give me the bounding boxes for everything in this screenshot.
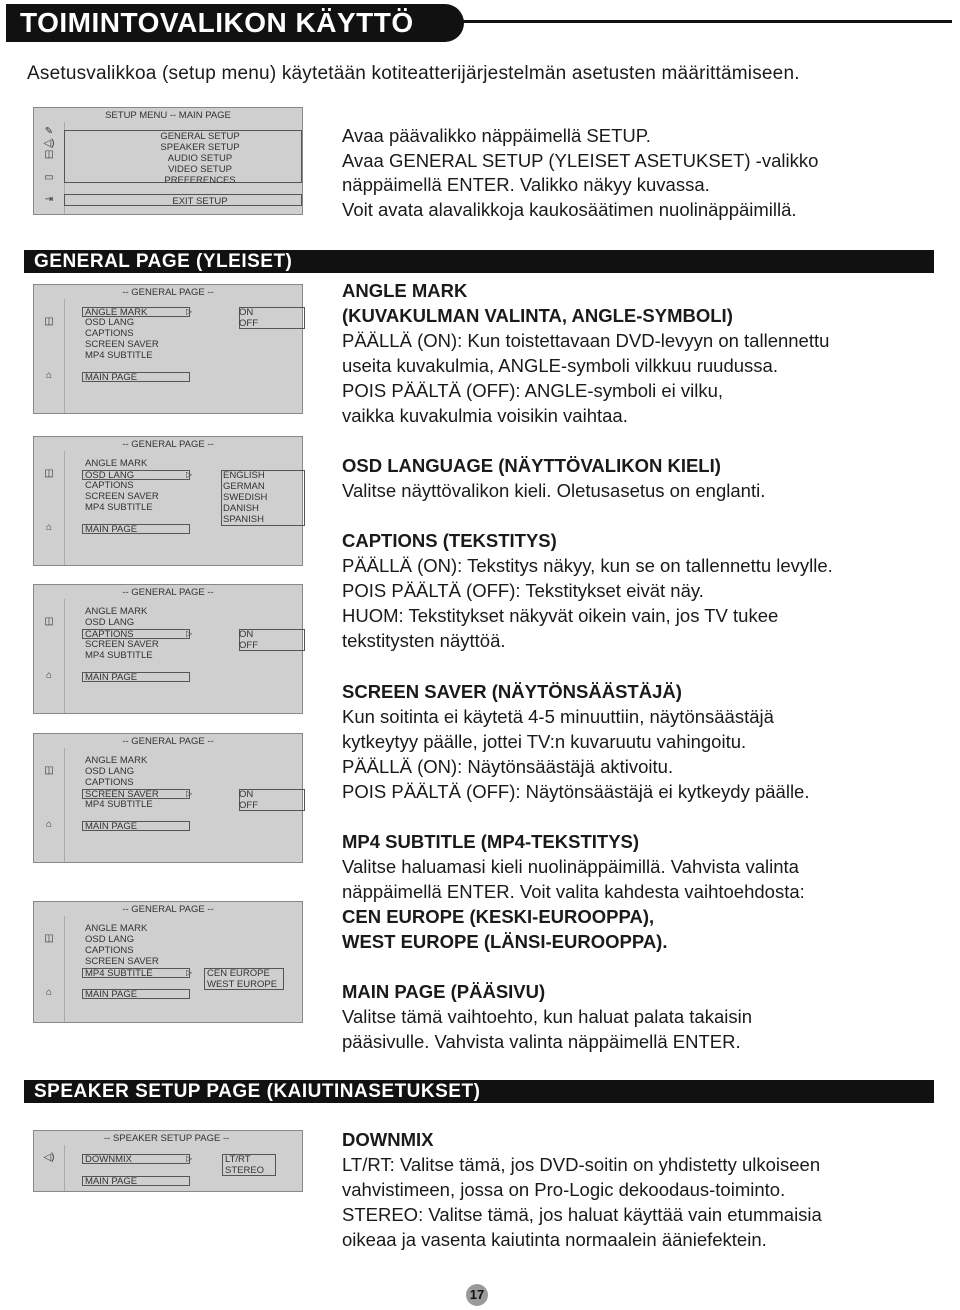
menu-item-angle-mark[interactable]: ANGLE MARK	[85, 606, 148, 617]
osd-text	[342, 453, 765, 503]
menu-item-captions[interactable]: CAPTIONS	[85, 945, 134, 956]
screensaver-line: Kun soitinta ei käytetä 4-5 minuuttiin, näytönsäästäjä	[342, 706, 774, 727]
section-banner-general: GENERAL PAGE (YLEISET)	[24, 250, 934, 273]
main-line: Avaa päävalikko näppäimellä SETUP.	[342, 125, 651, 146]
osd-heading: OSD LANGUAGE (NÄYTTÖVALIKON KIELI)	[342, 455, 721, 476]
angle-line: POIS PÄÄLTÄ (OFF): ANGLE-symboli ei vilku,	[342, 380, 724, 401]
menu-item-angle-mark[interactable]: ANGLE MARK	[82, 307, 190, 317]
captions-text	[342, 528, 833, 653]
section-banner-speaker: SPEAKER SETUP PAGE (KAIUTINASETUKSET)	[24, 1080, 934, 1103]
downmix-heading: DOWNMIX	[342, 1129, 434, 1150]
downmix-line: LT/RT: Valitse tämä, jos DVD-soitin on yhdistetty ulkoiseen	[342, 1154, 821, 1175]
main-text	[342, 124, 818, 222]
menu-item-osd-lang[interactable]: OSD LANG	[85, 317, 135, 328]
general-menu-mp4	[33, 901, 303, 1023]
menu-item-main-page[interactable]: MAIN PAGE	[82, 821, 190, 831]
value-english[interactable]: ENGLISH	[223, 470, 265, 481]
home-icon: ⌂	[45, 819, 53, 830]
value-danish[interactable]: DANISH	[223, 503, 259, 514]
menu-item-angle-mark[interactable]: ANGLE MARK	[85, 458, 148, 469]
general-icon: ✎	[44, 126, 54, 137]
arrow-icon: ▷	[186, 629, 193, 638]
intro-text: Asetusvalikkoa (setup menu) käytetään kotiteatterijärjestelmän asetusten määrittämiseen.	[27, 63, 800, 84]
menu-item-main-page[interactable]: MAIN PAGE	[82, 524, 190, 534]
menu-item-main-page[interactable]: MAIN PAGE	[82, 989, 190, 999]
menu-title: SETUP MENU -- MAIN PAGE	[105, 110, 231, 121]
mainpage-line: Valitse tämä vaihtoehto, kun haluat palata takaisin	[342, 1006, 752, 1027]
menu-title: -- GENERAL PAGE --	[122, 904, 214, 915]
speaker-icon: ◫	[44, 765, 54, 776]
menu-item-mp4-subtitle[interactable]: MP4 SUBTITLE	[82, 968, 190, 978]
menu-item-main-page[interactable]: MAIN PAGE	[82, 672, 190, 682]
menu-title: -- GENERAL PAGE --	[122, 287, 214, 298]
main-items	[64, 122, 336, 207]
home-icon: ⌂	[45, 670, 53, 681]
mainpage-line: pääsivulle. Vahvista valinta näppäimellä ENTER.	[342, 1031, 741, 1052]
speaker-menu	[33, 1130, 303, 1192]
menu-item-video[interactable]: VIDEO SETUP	[168, 164, 232, 175]
menu-item-audio[interactable]: AUDIO SETUP	[167, 153, 233, 164]
speaker-icon: ◁)	[43, 1152, 55, 1163]
value-cen-europe[interactable]: CEN EUROPE	[207, 968, 270, 979]
home-icon: ⌂	[45, 987, 53, 998]
menu-item-screen-saver[interactable]: SCREEN SAVER	[82, 789, 190, 799]
menu-sidebar	[34, 916, 65, 1022]
menu-item-main-page[interactable]: MAIN PAGE	[82, 1176, 190, 1186]
menu-item-osd-lang[interactable]: OSD LANG	[85, 934, 135, 945]
arrow-icon: ▷	[186, 968, 193, 977]
angle-line: PÄÄLLÄ (ON): Kun toistettavaan DVD-levyyn on tallennettu	[342, 330, 830, 351]
general-menu-osd	[33, 436, 303, 566]
mp4-line: Valitse haluamasi kieli nuolinäppäimillä. Vahvista valinta	[342, 856, 799, 877]
menu-title: -- GENERAL PAGE --	[122, 736, 214, 747]
menu-item-screen-saver[interactable]: SCREEN SAVER	[85, 639, 159, 650]
menu-title: -- GENERAL PAGE --	[122, 587, 214, 598]
mp4-line: näppäimellä ENTER. Voit valita kahdesta vaihtoehdosta:	[342, 881, 805, 902]
mp4-text	[342, 829, 805, 954]
arrow-icon: ▷	[186, 789, 193, 798]
downmix-text	[342, 1127, 822, 1252]
captions-heading: CAPTIONS (TEKSTITYS)	[342, 530, 557, 551]
menu-item-exit[interactable]: EXIT SETUP	[172, 196, 228, 207]
value-off[interactable]: OFF	[239, 640, 258, 651]
menu-item-osd-lang[interactable]: OSD LANG	[82, 470, 190, 480]
audio-icon: ◫	[44, 149, 54, 160]
angle-line: vaikka kuvakulmia voisikin vaihtaa.	[342, 405, 628, 426]
captions-line: PÄÄLLÄ (ON): Tekstitys näkyy, kun se on tallennettu levylle.	[342, 555, 833, 576]
angle-line: useita kuvakulmia, ANGLE-symboli vilkkuu ruudussa.	[342, 355, 778, 376]
mainpage-heading: MAIN PAGE (PÄÄSIVU)	[342, 981, 546, 1002]
menu-item-angle-mark[interactable]: ANGLE MARK	[85, 755, 148, 766]
value-stereo[interactable]: STEREO	[225, 1165, 265, 1176]
downmix-line: vahvistimeen, jossa on Pro-Logic dekoodaus-toiminto.	[342, 1179, 786, 1200]
page-title: TOIMINTOVALIKON KÄYTTÖ	[6, 4, 464, 42]
mp4-option-west: WEST EUROPE (LÄNSI-EUROOPPA).	[342, 931, 668, 952]
setup-main-menu	[33, 107, 303, 215]
speaker-icon: ◫	[44, 316, 54, 327]
menu-item-mp4-subtitle[interactable]: MP4 SUBTITLE	[85, 799, 153, 810]
arrow-icon: ▷	[186, 307, 193, 316]
value-ltrt[interactable]: LT/RT	[225, 1154, 251, 1165]
speaker-icon: ◫	[44, 616, 54, 627]
screensaver-text	[342, 679, 809, 804]
general-menu-angle	[33, 284, 303, 414]
screensaver-heading: SCREEN SAVER (NÄYTÖNSÄÄSTÄJÄ)	[342, 681, 682, 702]
menu-item-screen-saver[interactable]: SCREEN SAVER	[85, 956, 159, 967]
video-icon: ▭	[44, 172, 54, 183]
screensaver-line: POIS PÄÄLTÄ (OFF): Näytönsäästäjä ei kytkeydy päälle.	[342, 781, 810, 802]
menu-item-angle-mark[interactable]: ANGLE MARK	[85, 923, 148, 934]
menu-item-mp4-subtitle[interactable]: MP4 SUBTITLE	[85, 350, 153, 361]
captions-line: HUOM: Tekstitykset näkyvät oikein vain, jos TV tukee	[342, 605, 779, 626]
home-icon: ⌂	[45, 370, 53, 381]
value-on[interactable]: ON	[239, 789, 254, 800]
captions-line: tekstitysten näyttöä.	[342, 630, 506, 651]
speaker-icon: ◫	[44, 468, 54, 479]
captions-line: POIS PÄÄLTÄ (OFF): Tekstitykset eivät näy.	[342, 580, 704, 601]
angle-heading: ANGLE MARK	[342, 280, 468, 301]
menu-item-captions[interactable]: CAPTIONS	[82, 629, 190, 639]
title-rule	[462, 20, 952, 23]
home-icon: ⌂	[45, 522, 53, 533]
value-west-europe[interactable]: WEST EUROPE	[207, 979, 278, 990]
value-off[interactable]: OFF	[239, 318, 258, 329]
arrow-icon: ▷	[186, 1154, 193, 1163]
value-on[interactable]: ON	[239, 629, 254, 640]
downmix-line: STEREO: Valitse tämä, jos haluat käyttää vain etummaisia	[342, 1204, 822, 1225]
mainpage-text	[342, 979, 752, 1054]
menu-item-downmix[interactable]: DOWNMIX	[82, 1154, 190, 1164]
menu-item-osd-lang[interactable]: OSD LANG	[85, 617, 135, 628]
angle-text	[342, 278, 829, 428]
menu-item-osd-lang[interactable]: OSD LANG	[85, 766, 135, 777]
menu-item-mp4-subtitle[interactable]: MP4 SUBTITLE	[85, 650, 153, 661]
downmix-line: oikeaa ja vasenta kaiutinta normaalein ääniefektein.	[342, 1229, 767, 1250]
value-on[interactable]: ON	[239, 307, 254, 318]
menu-item-mp4-subtitle[interactable]: MP4 SUBTITLE	[85, 502, 153, 513]
speaker-icon: ◁)	[43, 138, 55, 149]
exit-icon: ⇥	[44, 194, 54, 205]
menu-item-screen-saver[interactable]: SCREEN SAVER	[85, 491, 159, 502]
menu-item-speaker[interactable]: SPEAKER SETUP	[160, 142, 240, 153]
menu-item-captions[interactable]: CAPTIONS	[85, 328, 134, 339]
menu-item-preferences[interactable]: PREFERENCES	[164, 175, 236, 186]
osd-line: Valitse näyttövalikon kieli. Oletusasetus on englanti.	[342, 480, 766, 501]
value-german[interactable]: GERMAN	[223, 481, 265, 492]
arrow-icon: ▷	[186, 470, 193, 479]
menu-title: -- SPEAKER SETUP PAGE --	[104, 1133, 230, 1144]
main-line: Voit avata alavalikkoja kaukosäätimen nuolinäppäimillä.	[342, 198, 797, 220]
general-menu-screensaver	[33, 733, 303, 863]
menu-item-captions[interactable]: CAPTIONS	[85, 777, 134, 788]
main-line: näppäimellä ENTER. Valikko näkyy kuvassa.	[342, 174, 710, 195]
screensaver-line: PÄÄLLÄ (ON): Näytönsäästäjä aktivoitu.	[342, 756, 674, 777]
menu-item-captions[interactable]: CAPTIONS	[85, 480, 134, 491]
angle-heading-2: (KUVAKULMAN VALINTA, ANGLE-SYMBOLI)	[342, 305, 733, 326]
value-spanish[interactable]: SPANISH	[223, 514, 265, 525]
menu-title: -- GENERAL PAGE --	[122, 439, 214, 450]
menu-item-general[interactable]: GENERAL SETUP	[160, 131, 240, 142]
mp4-heading: MP4 SUBTITLE (MP4-TEKSTITYS)	[342, 831, 640, 852]
menu-item-screen-saver[interactable]: SCREEN SAVER	[85, 339, 159, 350]
mp4-option-cen: CEN EUROPE (KESKI-EUROOPPA),	[342, 906, 655, 927]
screensaver-line: kytkeytyy päälle, jottei TV:n kuvaruutu vahingoitu.	[342, 731, 747, 752]
menu-item-main-page[interactable]: MAIN PAGE	[82, 372, 190, 382]
page-number: 17	[466, 1284, 488, 1306]
main-line: Avaa GENERAL SETUP (YLEISET ASETUKSET) -valikko	[342, 149, 819, 171]
speaker-icon: ◫	[44, 933, 54, 944]
general-menu-captions	[33, 584, 303, 714]
value-off[interactable]: OFF	[239, 800, 258, 811]
value-swedish[interactable]: SWEDISH	[223, 492, 268, 503]
